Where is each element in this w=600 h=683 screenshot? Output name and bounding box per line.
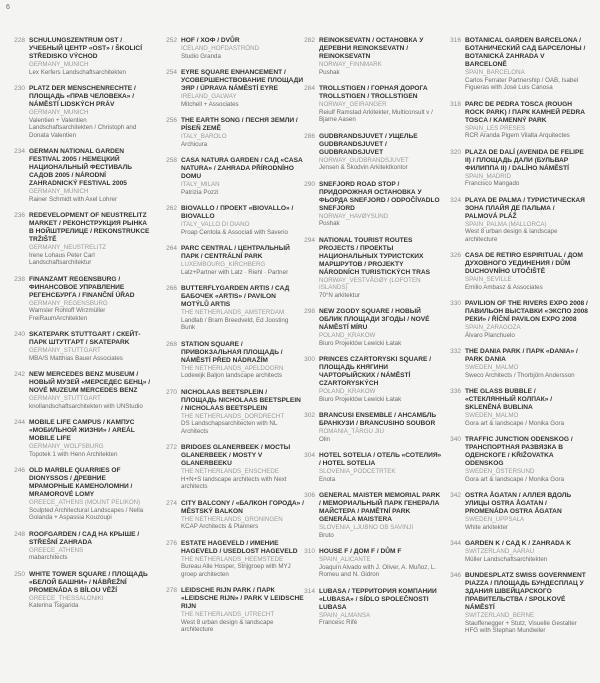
entry-body	[319, 588, 442, 627]
entry-title: PARC DE PEDRA TOSCA (ROUGH ROCK PARK) / ПАРК КАМНЕЙ PEDRA TOSCA / KAMENNÝ PARK	[465, 100, 585, 124]
toc-entry	[444, 197, 588, 244]
toc-entry	[160, 69, 304, 108]
entry-credit: Stauffenegger + Stutz, Visuelle Gestalter HFG with Stephan Mundwiler	[465, 619, 577, 634]
toc-entry	[160, 285, 304, 332]
entry-page-number: 228	[14, 37, 25, 44]
entry-title: LUBASA / ТЕРРИТОРИЯ КОМПАНИИ «LUBASA» / SÍDLO SPOLEČNOSTI LUBASA	[319, 587, 437, 611]
entry-body	[465, 149, 588, 188]
entry-location: ITALY_MILAN	[181, 181, 220, 188]
entry-credit: Proap Centola & Associati with Saverio	[181, 228, 288, 236]
entry-credit: knollandschaftsarchitekten with UNStudio	[29, 402, 143, 410]
entry-credit: Francesc Rifé	[319, 619, 358, 626]
entry-page-number: 274	[166, 499, 177, 507]
toc-column-1	[8, 37, 152, 619]
entry-title: SKATEPARK STUTTGART / СКЕЙТ-ПАРК ШТУТГАРТ / SKATEPARK	[29, 331, 141, 346]
toc-entry	[298, 356, 442, 403]
entry-page-number: 326	[450, 252, 461, 259]
entry-title: PARC CENTRAL / ЦЕНТРАЛЬНЫЙ ПАРК / CENTRÁLNÍ PARK	[181, 245, 290, 260]
entry-page-number: 344	[450, 540, 461, 547]
entry-body	[181, 205, 304, 236]
entry-body	[181, 341, 304, 380]
entry-page-number: 236	[14, 212, 25, 219]
toc-entry	[298, 181, 442, 228]
toc-entry	[8, 37, 152, 76]
entry-page-number: 284	[304, 85, 315, 92]
entry-body	[465, 572, 588, 635]
entry-credit: Jensen & Skodvin Arkitektkontor	[319, 164, 408, 171]
entry-credit: Biuro Projektów Lewicki Łatak	[319, 339, 402, 347]
entry-location: SWEDEN_UPPSALA	[465, 516, 525, 523]
toc-entry	[298, 588, 442, 627]
entry-credit: Biuro Projektów Lewicki Łatak	[319, 395, 402, 403]
entry-body	[319, 492, 442, 539]
entry-title: NEW ZGODY SQUARE / НОВЫЙ ОБЛИК ПЛОЩАДИ ЗГОДЫ / NOVÉ NÁMĚSTÍ MÍRU	[319, 308, 430, 331]
entry-location: SPAIN_LES PRESES	[465, 124, 526, 132]
entry-page-number: 332	[450, 348, 461, 355]
entry-title: WHITE TOWER SQUARE / ПЛОЩАДЬ «БЕЛОЙ БАШНИ» / NÁBŘEŽNÍ PROMENÁDA S BÍLOU VĚŽÍ	[29, 570, 148, 594]
entry-location: GERMANY_STUTTGART	[29, 347, 101, 354]
entry-title: GUDBRANDSJUVET / УЩЕЛЬЕ GUDBRANDSJUVET / GUDBRANDSJUVET	[319, 132, 418, 156]
entry-credit: Enota	[319, 475, 336, 483]
toc-entry	[298, 85, 442, 124]
entry-body	[181, 587, 304, 634]
entry-page-number: 346	[450, 572, 461, 579]
toc-entry	[160, 341, 304, 380]
entry-page-number: 300	[304, 356, 315, 363]
toc-entry	[444, 252, 588, 291]
entry-body	[29, 148, 152, 203]
entry-credit: Patrizia Pozzi	[181, 188, 219, 196]
entry-credit: Gora art & landscape / Monika Gora	[465, 419, 565, 427]
entry-body	[319, 181, 442, 228]
toc-entry	[160, 444, 304, 491]
entry-credit: White arkitekter	[465, 523, 508, 531]
entry-page-number: 252	[166, 37, 177, 44]
entry-page-number: 302	[304, 412, 315, 419]
entry-body	[319, 308, 442, 347]
entry-location: SPAIN_MADRID	[465, 172, 511, 180]
entry-location: ROMANIA_TÂRGU JIU	[319, 428, 384, 435]
entry-location: GREECE_ATHENS (MOUNT PELIKON)	[29, 499, 141, 506]
entry-body	[465, 300, 588, 339]
entry-location: SPAIN_BARCELONA	[465, 69, 525, 76]
entry-body	[465, 197, 588, 244]
entry-credit: Francisco Mangado	[465, 180, 520, 187]
entry-body	[319, 356, 442, 403]
entry-body	[319, 412, 442, 443]
entry-credit: Topotek 1 with Henn Architekten	[29, 450, 118, 458]
entry-title: STATION SQUARE / ПРИВОКЗАЛЬНАЯ ПЛОЩАДЬ / NÁMĚSTÍ PŘED NÁDRAŽÍM	[181, 340, 283, 364]
entry-body	[465, 388, 588, 427]
entry-credit: Álvaro Planchuelo	[465, 331, 515, 339]
entry-title: PLAYA DE PALMA / ТУРИСТИЧЕСКАЯ ЗОНА ПЛАЙЯ ДЕ ПАЛЬМА / PALMOVÁ PLÁŽ	[465, 196, 585, 220]
entry-page-number: 272	[166, 444, 177, 451]
entry-credit: Sweco Architects / Thorbjörn Andersson	[465, 371, 575, 379]
entry-title: CASA NATURA GARDEN / САД «CASA NATURA» / ZAHRADA PŘÍRODNÍHO DOMU	[181, 157, 303, 180]
entry-location: GERMANY_WOLFSBURG	[29, 443, 104, 450]
entry-page-number: 254	[166, 69, 177, 76]
entry-page-number: 336	[450, 388, 461, 395]
entry-location: SWITZERLAND_BERNE	[465, 612, 535, 619]
entry-page-number: 276	[166, 539, 177, 547]
entry-title: TROLLSTIGEN / ГОРНАЯ ДОРОГА TROLLSTIGEN / TROLLSTIGEN	[319, 85, 428, 100]
entry-body	[181, 37, 304, 60]
toc-entry	[298, 308, 442, 347]
entry-location: GERMANY_STUTTGART	[29, 395, 101, 402]
entry-page-number: 306	[304, 492, 315, 499]
entry-credit: 70°N arkitektur	[319, 291, 360, 299]
toc-entry	[8, 148, 152, 203]
entry-body	[181, 157, 304, 196]
entry-location: THE NETHERLANDS_APELDOORN	[181, 364, 284, 372]
entry-page-number: 256	[166, 117, 177, 124]
toc-entry	[160, 37, 304, 60]
entry-page-number: 310	[304, 548, 315, 555]
entry-page-number: 238	[14, 275, 25, 283]
entry-body	[29, 331, 152, 362]
entry-page-number: 286	[304, 132, 315, 140]
entry-page-number: 246	[14, 467, 25, 474]
entry-page-number: 314	[304, 587, 315, 595]
entry-credit: Pushak	[319, 220, 340, 227]
toc-entry	[298, 237, 442, 300]
entry-title: NICHOLAAS BEETSPLEIN / ПЛОЩАДЬ NICHOLAAS BEETSPLEIN / NICHOLAAS BEETSPLEIN	[181, 388, 301, 412]
entry-body	[181, 389, 304, 436]
entry-location: ICELAND_HOFDASTRÖND	[181, 45, 260, 52]
entry-credit: Rainer Schmidt with Axel Lohrer	[29, 195, 118, 203]
entry-location: SLOVENIA_LJUBNO OB SAVINJI	[319, 524, 414, 531]
entry-page-number: 324	[450, 196, 461, 204]
entry-page-number: 250	[14, 570, 25, 578]
toc-entry	[298, 133, 442, 172]
entry-credit: Mitchell + Associates	[181, 100, 239, 108]
entry-location: LUXEMBOURG_KIRCHBERG	[181, 261, 266, 268]
toc-entry	[298, 412, 442, 443]
entry-location: THE NETHERLANDS_ENSCHEDE	[181, 468, 279, 475]
entry-title: LEIDSCHE RIJN PARK / ПАРК «LEIDSCHE RIJN» / PARK V LEIDSCHE RIJN	[181, 587, 304, 610]
entry-title: THE DANIA PARK / ПАРК «DANIA» / PARK DANIA	[465, 348, 578, 363]
entry-body	[465, 37, 588, 92]
entry-body	[29, 531, 152, 562]
entry-body	[181, 500, 304, 531]
entry-location: SPAIN_ALICANTE	[319, 556, 371, 563]
entry-page-number: 304	[304, 452, 315, 459]
entry-credit: RCR Aranda Pigem Vilalta Arquitectes	[465, 132, 570, 139]
toc-entry	[8, 571, 152, 610]
entry-location: GERMANY_REGENSBURG	[29, 299, 108, 307]
toc-column-3	[298, 37, 442, 636]
entry-location: SLOVENIA_PODCETRTEK	[319, 468, 396, 475]
toc-entry	[8, 212, 152, 267]
entry-body	[465, 436, 588, 483]
entry-title: THE EARTH SONG / ПЕСНЯ ЗЕМЛИ / PÍSEŇ ZEMĚ	[181, 117, 298, 132]
entry-title: BIOVALLO / ПРОЕКТ «BIOVALLO» / BIOVALLO	[181, 205, 294, 220]
toc-entry	[298, 37, 442, 76]
entry-location: SWITZERLAND_AARAU	[465, 548, 535, 555]
entry-location: SWEDEN_MALMO	[465, 412, 519, 419]
toc-entry	[160, 245, 304, 276]
entry-page-number: 342	[450, 492, 461, 499]
entry-title: PLAZA DE DALÍ (AVENIDA DE FELIPE II) / ПЛОЩАДЬ ДАЛИ (БУЛЬВАР ФИЛИППА II) / DALÍHO NÁMĚSTÍ	[465, 148, 584, 172]
entry-body	[29, 85, 152, 139]
entry-title: CITY BALCONY / «БАЛКОН ГОРОДА» / MĚSTSKÝ BALKON	[181, 499, 305, 515]
entry-page-number: 262	[166, 205, 177, 212]
entry-page-number: 290	[304, 180, 315, 188]
entry-credit: Katerina Tsigarida	[29, 602, 79, 609]
entry-credit: Landlab / Bram Breedveld, Ed Joosting Bunk	[181, 316, 289, 331]
entry-credit: Joaquín Alvado with J. Oliver, A. Muñoz, L. Romeu and N. Gidron	[319, 563, 436, 578]
entry-location: SPAIN_ZARAGOZA	[465, 324, 521, 331]
entry-page-number: 230	[14, 85, 25, 92]
entry-credit: Sculpted Architectural Landscapes / Nella Golanda + Aspassia Kouzoupi	[29, 506, 144, 521]
entry-body	[319, 548, 442, 579]
entry-title: HOF / ХОФ / DVŮR	[181, 37, 240, 44]
entry-credit: Wamsler Rohloff Wirzmüller FreiRaumArchitekten	[29, 307, 106, 322]
entry-title: OLD MARBLE QUARRIES OF DIONYSSOS / ДРЕВНИЕ МРАМОРНЫЕ КАМЕНОЛОМНИ / MRAMOROVÉ LOMY	[29, 467, 133, 498]
toc-entry	[8, 531, 152, 562]
entry-location: SWEDEN_ÖSTERSUND	[465, 468, 535, 475]
toc-entry	[444, 388, 588, 427]
entry-title: HOTEL SOTELIA / ОТЕЛЬ «СОТЕЛИЯ» / HOTEL SOTELIA	[319, 452, 442, 467]
toc-entry	[444, 540, 588, 563]
entry-location: NORWAY_VESTVÅGØY (LOFOTEN ISLANDS)	[319, 276, 421, 291]
toc-column-4	[444, 37, 588, 644]
entry-location: NORWAY_GUDBRANDSJUVET	[319, 156, 409, 164]
toc-entry	[444, 492, 588, 531]
entry-location: NORWAY_GEIRANGER	[319, 101, 387, 108]
entry-credit: Irene Lohaus Peter Carl Landschaftsarchitektur	[29, 251, 95, 266]
entry-title: BUNDESPLATZ SWISS GOVERNMENT PIAZZA / ПЛОЩАДЬ БУНДЕСПЛАЦ У ЗДАНИЯ ШВЕЙЦАРСКОГО ПРАВИТЕЛЬСТВА / SPOLKOVÉ NÁMĚSTÍ	[465, 572, 586, 611]
toc-entry	[160, 540, 304, 579]
entry-credit: H+N+S landscape architects with Next architects	[181, 475, 287, 490]
toc-entry	[8, 371, 152, 410]
entry-body	[181, 117, 304, 148]
toc-entry	[298, 492, 442, 539]
toc-entry	[8, 331, 152, 362]
entry-title: THE GLASS BUBBLE / «СТЕКЛЯННЫЙ КОЛПАК» / SKLENĚNÁ BUBLINA	[465, 388, 553, 411]
page-number: 6	[6, 4, 10, 11]
entry-title: REDEVELOPMENT OF NEUSTRELITZ MARKET / РЕКОНСТРУКЦИЯ РЫНКА В НОЙШТРЕЛИЦЕ / REKONSTRUKCE TRŽIŠTĚ	[29, 212, 150, 243]
entry-page-number: 320	[450, 148, 461, 156]
entry-location: POLAND_KRAKOW	[319, 332, 376, 339]
entry-location: THE NETHERLANDS_GRONINGEN	[181, 515, 283, 523]
entry-title: ESTATE HAGEVELD / ИМЕНИЕ HAGEVELD / USEDLOST HAGEVELD	[181, 539, 298, 555]
entry-body	[319, 37, 442, 76]
entry-location: THE NETHERLANDS_HEEMSTEDE	[181, 555, 284, 563]
entry-body	[465, 101, 588, 140]
toc-entry	[444, 37, 588, 92]
toc-entry	[160, 389, 304, 436]
entry-credit: Pushak	[319, 68, 340, 76]
toc-entry	[444, 300, 588, 339]
entry-body	[319, 85, 442, 124]
entry-credit: Müller Landschaftsarchitekten	[465, 555, 548, 563]
entry-page-number: 282	[304, 37, 315, 44]
entry-body	[465, 252, 588, 291]
entry-page-number: 270	[166, 388, 177, 396]
entry-body	[29, 212, 152, 267]
entry-body	[181, 540, 304, 579]
entry-credit: Gora art & landscape / Monika Gora	[465, 475, 565, 483]
entry-body	[181, 69, 304, 108]
entry-credit: Studio Granda	[181, 52, 221, 60]
entry-location: THE NETHERLANDS_DORDRECHT	[181, 412, 285, 420]
toc-entry	[160, 205, 304, 236]
entry-title: SCHULUNGSZENTRUM OST / УЧЕБНЫЙ ЦЕНТР «OST» / ŠKOLICÍ STŘEDISKO VÝCHOD	[29, 37, 143, 60]
entry-location: SPAIN_ALMANSA	[319, 611, 371, 619]
toc-entry	[8, 419, 152, 458]
toc-entry	[160, 157, 304, 196]
entry-title: ROOFGARDEN / САД НА КРЫШЕ / STŘEŠNÍ ZAHRADA	[29, 530, 140, 546]
entry-body	[319, 237, 442, 300]
toc-entry	[444, 436, 588, 483]
toc-entry	[444, 101, 588, 140]
entry-title: BRIDGES GLANERBEEK / МОСТЫ GLANERBEEK / MOSTY V GLANERBEEKU	[181, 444, 291, 467]
toc-entry	[160, 587, 304, 634]
toc-entry	[8, 467, 152, 522]
entry-page-number: 268	[166, 340, 177, 348]
entry-location: SWEDEN_MALMO	[465, 364, 519, 371]
entry-body	[29, 371, 152, 410]
entry-body	[29, 37, 152, 76]
entry-page-number: 242	[14, 371, 25, 378]
entry-credit: DS Landschapsarchitecten with NL Architects	[181, 420, 278, 435]
entry-title: OSTRA ÅGATAN / АЛЛЕЯ ВДОЛЬ УЛИЦЫ OSTRA ÅGATAN / PROMENÁDA OSTRA ÅGATAN	[465, 492, 572, 515]
entry-title: FINANZAMT REGENSBURG / ФИНАНСОВОЕ УПРАВЛЕНИЕ РЕГЕНСБУРГА / FINANČNÍ ÚŘAD	[29, 275, 135, 299]
entry-location: NORWAY_FINNMARK	[319, 61, 382, 68]
entry-credit: mabarchitects	[29, 554, 68, 561]
entry-credit: Olin	[319, 435, 331, 443]
entry-title: CASA DE RETIRO ESPIRITUAL / ДОМ ДУХОВНОГО УЕДИНЕНИЯ / DŮM DUCHOVNÍHO UTOČIŠTĚ	[465, 252, 583, 275]
entry-body	[465, 492, 588, 531]
entry-location: NORWAY_HAVØYSUND	[319, 212, 389, 220]
entry-body	[319, 452, 442, 483]
entry-location: IRELAND_GALWAY	[181, 93, 237, 100]
entry-location: GERMANY_MUNICH	[29, 188, 89, 195]
toc-entry	[298, 548, 442, 579]
entry-page-number: 244	[14, 419, 25, 426]
entry-credit: KCAP Architects & Planners	[181, 523, 259, 530]
entry-location: GERMANY_MUNICH	[29, 109, 89, 116]
entry-body	[29, 571, 152, 610]
entry-title: BRANCUSI ENSEMBLE / АНСАМБЛЬ БРАНКУЗИ / BRANCUSIHO SOUBOR	[319, 412, 437, 427]
entry-location: ITALY_VALLO DI DIANO	[181, 221, 250, 228]
entry-title: NEW MERCEDES BENZ MUSEUM / НОВЫЙ МУЗЕЙ «МЕРСЕДЕС БЕНЦ» / NOVÉ MUZEUM MERCEDES BENZ	[29, 371, 151, 394]
entry-title: GERMAN NATIONAL GARDEN FESTIVAL 2005 / НЕМЕЦКИЙ НАЦИОНАЛЬНЫЙ ФЕСТИВАЛЬ САДОВ 2005 / NÁRODNÍ ZAHRADNICKÝ FESTIVAL 2005	[29, 148, 132, 187]
entry-title: GARDEN K / САД K / ZAHRADA K	[465, 540, 572, 547]
toc-entry	[160, 500, 304, 531]
entry-credit: MBA/S Matthias Bauer Associates	[29, 354, 123, 362]
entry-body	[319, 133, 442, 172]
entry-credit: Bruto	[319, 531, 334, 539]
entry-page-number: 264	[166, 245, 177, 252]
entry-title: NATIONAL TOURIST ROUTES PROJECTS / ПРОЕКТЫ НАЦИОНАЛЬНЫХ ТУРИСТСКИХ МАРШРУТОВ / PROJEKTY NÁRODNÍCH TURISTICKÝCH TRAS	[319, 236, 430, 276]
toc-entry	[444, 572, 588, 635]
entry-body	[29, 419, 152, 458]
entry-credit: Carlos Ferrater Partnership / OAB, Isabel Figueras with José Luis Canosa	[465, 76, 579, 91]
entry-location: GERMANY_NEUSTRELITZ	[29, 244, 107, 251]
entry-location: GERMANY_MUNICH	[29, 61, 89, 68]
entry-page-number: 266	[166, 285, 177, 292]
entry-title: EYRE SQUARE ENHANCEMENT / УСОВЕРШЕНСТВОВАНИЕ ПЛОЩАДИ ЭЯР / ÚPRAVA NÁMĚSTÍ EYRE	[181, 69, 304, 92]
entry-title: BUTTERFLYGARDEN ARTIS / САД БАБОЧЕК «ARTIS» / PAVILON MOTÝLŮ ARTIS	[181, 285, 290, 308]
entry-page-number: 248	[14, 530, 25, 538]
toc-entry	[8, 85, 152, 139]
entry-credit: Valentien + Valentien Landschaftsarchitekten / Christoph and Donata Valentien	[29, 116, 137, 139]
toc-entry	[444, 348, 588, 379]
entry-title: SNEFJORD ROAD STOP / ПРИДОРОЖНАЯ ОСТАНОВКА У ФЬОРДА SNEFJORD / ODPOČÍVADLO SNEFJORD	[319, 180, 440, 212]
entry-location: POLAND_KRAKOW	[319, 388, 376, 395]
entry-body	[181, 245, 304, 276]
entry-page-number: 278	[166, 587, 177, 594]
entry-title: GENERAL MAISTER MEMORIAL PARK / МЕМОРИАЛЬНЫЙ ПАРК ГЕНЕРАЛА МАЙСТЕРА / PAMĚTNÍ PARK GENERÁLA MAISTERA	[319, 492, 441, 523]
entry-title: MOBILE LIFE CAMPUS / КАМПУС «МОБИЛЬНОЙ ЖИЗНИ» / AREÁL MOBILE LIFE	[29, 419, 135, 442]
entry-credit: Emilio Ambasz & Associates	[465, 283, 543, 291]
entry-title: PRINCES CZARTORYSKI SQUARE / ПЛОЩАДЬ КНЯГИНИ ЧАРТОРЫЙСКИХ / NÁMĚSTÍ CZARTORYSKÝCH	[319, 356, 432, 387]
toc-entry	[8, 276, 152, 323]
toc-entry	[160, 117, 304, 148]
entry-body	[465, 540, 588, 563]
entry-credit: Lex Kerfers Landschaftsarchitekten	[29, 68, 126, 76]
entry-credit: Latz+Partner with Latz · Riehl · Partner	[181, 268, 289, 276]
entry-page-number: 294	[304, 236, 315, 244]
entry-page-number: 298	[304, 308, 315, 315]
entry-title: REINOKSEVATN / ОСТАНОВКА У ДЕРЕВНИ REINOKSEVATN / REINOKSEVATN	[319, 37, 424, 60]
entry-body	[465, 348, 588, 379]
entry-location: THE NETHERLANDS_UTRECHT	[181, 611, 275, 618]
entry-credit: West 8 urban design & landscape architecture	[465, 228, 558, 243]
toc-entry	[298, 452, 442, 483]
entry-location: GREECE_THESSALONIKI	[29, 594, 104, 602]
entry-title: PAVILION OF THE RIVERS EXPO 2008 / ПАВИЛЬОН ВЫСТАВКИ «ЭКСПО 2008 РЕКИ» / ŘÍČNÍ PAVILON EXPO 2008	[465, 300, 588, 323]
entry-page-number: 318	[450, 100, 461, 108]
entry-page-number: 234	[14, 148, 25, 155]
entry-page-number: 340	[450, 436, 461, 443]
entry-location: THE NETHERLANDS_AMSTERDAM	[181, 309, 285, 316]
toc-entry	[444, 149, 588, 188]
entry-body	[29, 276, 152, 323]
entry-credit: Lodewijk Baljon landscape architects	[181, 372, 283, 379]
toc-column-2	[160, 37, 304, 643]
entry-location: GREECE_ATHENS	[29, 546, 84, 554]
entry-page-number: 240	[14, 331, 25, 338]
entry-credit: Bureau Alle Hosper, Strijgroep with MYJ groep architecten	[181, 563, 291, 578]
entry-location: SPAIN_PALMA (MALLORCA)	[465, 220, 547, 228]
entry-page-number: 316	[450, 37, 461, 44]
entry-credit: Archicura	[181, 140, 208, 148]
entry-location: SPAIN_SEVILLE	[465, 276, 512, 283]
entry-title: PLATZ DER MENSCHENRECHTE / ПЛОЩАДЬ «ПРАВ ЧЕЛОВЕКА» / NÁMĚSTÍ LIDSKÝCH PRÁV	[29, 85, 136, 108]
entry-credit: West 8 urban design & landscape architecture	[181, 618, 274, 633]
entry-page-number: 258	[166, 157, 177, 164]
entry-body	[181, 285, 304, 332]
entry-body	[181, 444, 304, 491]
entry-body	[29, 467, 152, 522]
entry-credit: Reiulf Ramstad Arkitekter, Multiconsult v / Bjarne Aasen	[319, 108, 433, 123]
entry-page-number: 330	[450, 300, 461, 307]
entry-title: HOUSE F / ДОМ F / DŮM F	[319, 548, 402, 555]
entry-location: ITALY_BAROLO	[181, 133, 227, 140]
entry-title: TRAFFIC JUNCTION ODENSKOG / ТРАНСПОРТНАЯ РАЗВЯЗКА В ОДЕНСКОГЕ / KŘIŽOVATKA ODENSKOG	[465, 436, 573, 467]
entry-title: BOTANICAL GARDEN BARCELONA / БОТАНИЧЕСКИЙ САД БАРСЕЛОНЫ / BOTANICKÁ ZAHRADA V BARCELONĚ	[465, 37, 586, 68]
